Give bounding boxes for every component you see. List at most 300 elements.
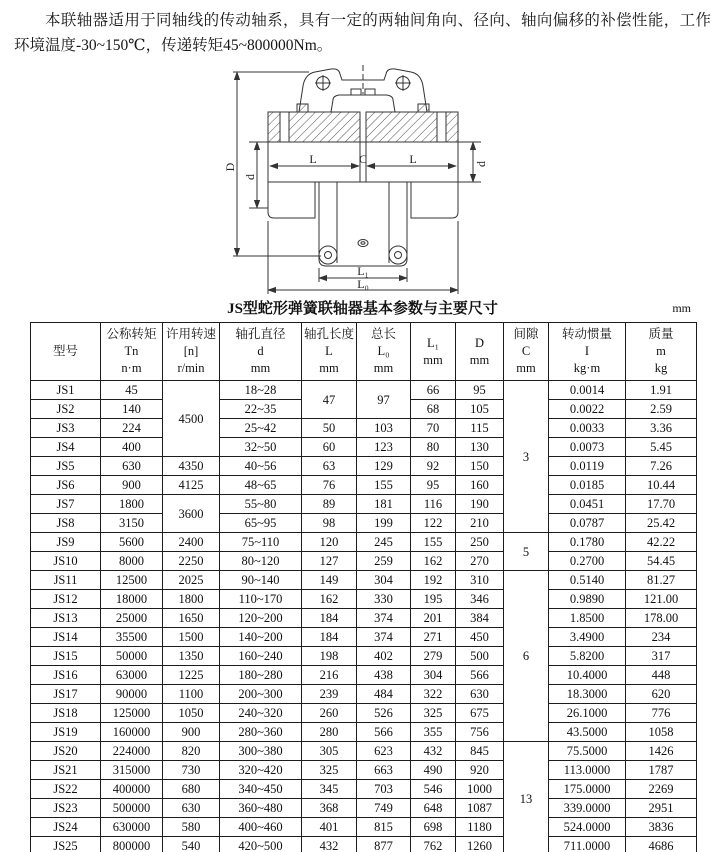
table-cell: 224000 — [101, 742, 163, 761]
table-cell: 280 — [302, 723, 357, 742]
table-cell: 115 — [456, 419, 504, 438]
table-cell: 105 — [456, 400, 504, 419]
table-cell: 675 — [456, 704, 504, 723]
table-cell: 162 — [302, 590, 357, 609]
table-cell: 1350 — [163, 647, 220, 666]
table-cell: 0.0022 — [549, 400, 626, 419]
table-cell: 0.1780 — [549, 533, 626, 552]
table-cell: 140~200 — [220, 628, 302, 647]
table-cell: 95 — [456, 381, 504, 400]
column-header-speed: 许用转速 [n] r/min — [163, 323, 220, 381]
table-cell: 2.59 — [626, 400, 697, 419]
table-cell: 123 — [357, 438, 411, 457]
table-cell: 259 — [357, 552, 411, 571]
table-cell: 43.5000 — [549, 723, 626, 742]
table-cell: 0.5140 — [549, 571, 626, 590]
table-cell: JS3 — [31, 419, 101, 438]
table-cell: 703 — [357, 780, 411, 799]
table-cell: 8000 — [101, 552, 163, 571]
table-cell: JS6 — [31, 476, 101, 495]
table-cell: 877 — [357, 837, 411, 852]
table-row — [31, 457, 697, 476]
table-cell: 1.8500 — [549, 609, 626, 628]
table-cell: 340~450 — [220, 780, 302, 799]
table-cell: 180~280 — [220, 666, 302, 685]
table-cell: 90~140 — [220, 571, 302, 590]
table-cell: 820 — [163, 742, 220, 761]
dim-label-C: C — [358, 152, 367, 166]
table-cell: 0.0451 — [549, 495, 626, 514]
table-cell: 160000 — [101, 723, 163, 742]
table-cell: JS12 — [31, 590, 101, 609]
table-cell: 360~480 — [220, 799, 302, 818]
table-cell: 22~35 — [220, 400, 302, 419]
table-cell: JS15 — [31, 647, 101, 666]
table-cell: 320~420 — [220, 761, 302, 780]
table-cell: 55~80 — [220, 495, 302, 514]
table-body — [31, 381, 697, 852]
table-cell: 0.0033 — [549, 419, 626, 438]
table-cell: 845 — [456, 742, 504, 761]
table-cell: 13 — [504, 742, 549, 852]
header-row — [31, 323, 697, 381]
dim-label-L-left: L — [308, 152, 317, 166]
table-cell: JS24 — [31, 818, 101, 837]
table-cell: 762 — [411, 837, 456, 852]
table-cell: 129 — [357, 457, 411, 476]
table-cell: 12500 — [101, 571, 163, 590]
table-cell: 0.0119 — [549, 457, 626, 476]
table-cell: 122 — [411, 514, 456, 533]
table-cell: 330 — [357, 590, 411, 609]
table-cell: 25.42 — [626, 514, 697, 533]
table-cell: 900 — [163, 723, 220, 742]
table-cell: 4686 — [626, 837, 697, 852]
table-cell: 160 — [456, 476, 504, 495]
table-cell: JS5 — [31, 457, 101, 476]
table-cell: 279 — [411, 647, 456, 666]
table-cell: JS25 — [31, 837, 101, 852]
table-cell: 18~28 — [220, 381, 302, 400]
table-cell: 317 — [626, 647, 697, 666]
table-unit-label: mm — [672, 301, 691, 315]
table-cell: 698 — [411, 818, 456, 837]
column-header-model: 型号 — [31, 323, 101, 381]
table-cell: JS2 — [31, 400, 101, 419]
intro-paragraph: 本联轴器适用于同轴线的传动轴系，具有一定的两轴间角向、径向、轴向偏移的补偿性能，工作环境温度-30~150℃，传递转矩45~800000Nm。 — [14, 12, 711, 54]
table-cell: 900 — [101, 476, 163, 495]
table-cell: 420~500 — [220, 837, 302, 852]
table-cell: 1000 — [456, 780, 504, 799]
table-cell: 490 — [411, 761, 456, 780]
table-cell: 120 — [302, 533, 357, 552]
table-cell: 648 — [411, 799, 456, 818]
table-cell: 304 — [357, 571, 411, 590]
table-row — [31, 514, 697, 533]
table-row — [31, 552, 697, 571]
table-cell: 178.00 — [626, 609, 697, 628]
table-cell: 526 — [357, 704, 411, 723]
table-cell: 400~460 — [220, 818, 302, 837]
table-cell: 1787 — [626, 761, 697, 780]
table-cell: JS23 — [31, 799, 101, 818]
table-cell: 5.45 — [626, 438, 697, 457]
dim-label-L-right: L — [408, 152, 417, 166]
table-cell: 17.70 — [626, 495, 697, 514]
table-row — [31, 799, 697, 818]
table-cell: 121.00 — [626, 590, 697, 609]
table-cell: 540 — [163, 837, 220, 852]
table-cell: 322 — [411, 685, 456, 704]
table-cell: 149 — [302, 571, 357, 590]
table-cell: 374 — [357, 628, 411, 647]
table-cell: 155 — [357, 476, 411, 495]
table-cell: 18.3000 — [549, 685, 626, 704]
table-cell: 90000 — [101, 685, 163, 704]
table-cell: 32~50 — [220, 438, 302, 457]
table-cell: 432 — [411, 742, 456, 761]
table-cell: 0.2700 — [549, 552, 626, 571]
table-cell: 711.0000 — [549, 837, 626, 852]
table-cell: 192 — [411, 571, 456, 590]
table-cell: 1.91 — [626, 381, 697, 400]
table-cell: 216 — [302, 666, 357, 685]
table-title: JS型蛇形弹簧联轴器基本参数与主要尺寸 — [227, 301, 498, 317]
table-cell: 63 — [302, 457, 357, 476]
table-cell: 184 — [302, 628, 357, 647]
table-cell: 35500 — [101, 628, 163, 647]
table-cell: 368 — [302, 799, 357, 818]
table-cell: 1800 — [101, 495, 163, 514]
table-cell: 66 — [411, 381, 456, 400]
table-cell: JS20 — [31, 742, 101, 761]
table-cell: 26.1000 — [549, 704, 626, 723]
table-cell: 3600 — [163, 495, 220, 533]
table-cell: 110~170 — [220, 590, 302, 609]
table-cell: 346 — [456, 590, 504, 609]
table-cell: 339.0000 — [549, 799, 626, 818]
table-row — [31, 609, 697, 628]
table-cell: JS4 — [31, 438, 101, 457]
table-cell: 3836 — [626, 818, 697, 837]
table-cell: 402 — [357, 647, 411, 666]
table-cell: 160~240 — [220, 647, 302, 666]
table-cell: 623 — [357, 742, 411, 761]
table-cell: 81.27 — [626, 571, 697, 590]
table-cell: 25~42 — [220, 419, 302, 438]
table-cell: 125000 — [101, 704, 163, 723]
table-cell: 10.4000 — [549, 666, 626, 685]
table-cell: 0.9890 — [549, 590, 626, 609]
table-cell: 162 — [411, 552, 456, 571]
table-cell: 1650 — [163, 609, 220, 628]
table-cell: 1050 — [163, 704, 220, 723]
table-cell: 630000 — [101, 818, 163, 837]
table-cell: 5.8200 — [549, 647, 626, 666]
table-cell: 210 — [456, 514, 504, 533]
table-cell: 60 — [302, 438, 357, 457]
table-cell: 0.0185 — [549, 476, 626, 495]
table-cell: 566 — [357, 723, 411, 742]
table-row — [31, 780, 697, 799]
table-cell: 2400 — [163, 533, 220, 552]
table-cell: 815 — [357, 818, 411, 837]
table-cell: 5 — [504, 533, 549, 571]
table-cell: 0.0014 — [549, 381, 626, 400]
table-cell: 89 — [302, 495, 357, 514]
table-cell: 2025 — [163, 571, 220, 590]
table-cell: 245 — [357, 533, 411, 552]
table-cell: JS8 — [31, 514, 101, 533]
table-cell: JS16 — [31, 666, 101, 685]
table-cell: 315000 — [101, 761, 163, 780]
table-cell: 45 — [101, 381, 163, 400]
table-cell: 239 — [302, 685, 357, 704]
coupling-drawing — [223, 60, 503, 296]
table-cell: 1426 — [626, 742, 697, 761]
table-cell: 224 — [101, 419, 163, 438]
table-cell: 355 — [411, 723, 456, 742]
table-cell: 75.5000 — [549, 742, 626, 761]
table-cell: 304 — [411, 666, 456, 685]
table-cell: 630 — [456, 685, 504, 704]
table-cell: 184 — [302, 609, 357, 628]
table-row — [31, 571, 697, 590]
table-cell: 776 — [626, 704, 697, 723]
table-cell: 2951 — [626, 799, 697, 818]
table-cell: 1100 — [163, 685, 220, 704]
table-cell: 580 — [163, 818, 220, 837]
table-cell: 1260 — [456, 837, 504, 852]
table-cell: 271 — [411, 628, 456, 647]
table-cell: 620 — [626, 685, 697, 704]
table-cell: 48~65 — [220, 476, 302, 495]
table-cell: 0.0787 — [549, 514, 626, 533]
table-cell: JS19 — [31, 723, 101, 742]
table-cell: 2269 — [626, 780, 697, 799]
table-cell: 401 — [302, 818, 357, 837]
column-header-mass: 质量 m kg — [626, 323, 697, 381]
table-cell: 98 — [302, 514, 357, 533]
table-cell: 450 — [456, 628, 504, 647]
table-cell: 260 — [302, 704, 357, 723]
table-cell: 920 — [456, 761, 504, 780]
table-row — [31, 628, 697, 647]
table-cell: 1225 — [163, 666, 220, 685]
table-row — [31, 438, 697, 457]
column-header-bore-len: 轴孔长度 L mm — [302, 323, 357, 381]
dim-label-D: D — [222, 162, 237, 172]
dim-label-L1: L₁ — [356, 264, 369, 278]
table-cell: 3150 — [101, 514, 163, 533]
table-row — [31, 837, 697, 852]
table-cell: 80~120 — [220, 552, 302, 571]
table-row — [31, 818, 697, 837]
table-cell: 4500 — [163, 381, 220, 457]
table-row — [31, 685, 697, 704]
table-cell: 345 — [302, 780, 357, 799]
table-cell: 97 — [357, 381, 411, 419]
table-cell: 4350 — [163, 457, 220, 476]
table-cell: 127 — [302, 552, 357, 571]
table-cell: 190 — [456, 495, 504, 514]
table-cell: 18000 — [101, 590, 163, 609]
table-cell: JS1 — [31, 381, 101, 400]
dim-label-d-right: d — [473, 161, 488, 167]
table-row — [31, 590, 697, 609]
table-cell: 663 — [357, 761, 411, 780]
table-cell: JS10 — [31, 552, 101, 571]
table-cell: 42.22 — [626, 533, 697, 552]
table-row — [31, 419, 697, 438]
column-header-l1: L₁ mm — [411, 323, 456, 381]
table-cell: 300~380 — [220, 742, 302, 761]
table-cell: 524.0000 — [549, 818, 626, 837]
table-row — [31, 495, 697, 514]
spec-table — [30, 322, 697, 852]
table-cell: 250 — [456, 533, 504, 552]
table-cell: 1800 — [163, 590, 220, 609]
table-cell: 47 — [302, 381, 357, 419]
table-cell: 448 — [626, 666, 697, 685]
table-cell: 65~95 — [220, 514, 302, 533]
table-cell: 630 — [163, 799, 220, 818]
table-cell: 749 — [357, 799, 411, 818]
table-cell: 103 — [357, 419, 411, 438]
table-cell: JS21 — [31, 761, 101, 780]
table-cell: 756 — [456, 723, 504, 742]
table-cell: 1500 — [163, 628, 220, 647]
table-cell: JS18 — [31, 704, 101, 723]
table-row — [31, 666, 697, 685]
table-row — [31, 704, 697, 723]
column-header-gap: 间隙 C mm — [504, 323, 549, 381]
table-cell: 1058 — [626, 723, 697, 742]
table-cell: 54.45 — [626, 552, 697, 571]
table-cell: 800000 — [101, 837, 163, 852]
table-row — [31, 381, 697, 400]
table-cell: 270 — [456, 552, 504, 571]
table-row — [31, 476, 697, 495]
column-header-total-len: 总长 L₀ mm — [357, 323, 411, 381]
table-cell: 130 — [456, 438, 504, 457]
table-row — [31, 533, 697, 552]
table-cell: 3 — [504, 381, 549, 533]
table-cell: 374 — [357, 609, 411, 628]
table-cell: 200~300 — [220, 685, 302, 704]
table-cell: 150 — [456, 457, 504, 476]
table-cell: JS9 — [31, 533, 101, 552]
table-cell: 181 — [357, 495, 411, 514]
table-cell: 40~56 — [220, 457, 302, 476]
table-cell: 116 — [411, 495, 456, 514]
table-cell: 305 — [302, 742, 357, 761]
table-cell: 6 — [504, 571, 549, 742]
coupling-figure — [223, 60, 503, 296]
column-header-torque: 公称转矩 Tn n·m — [101, 323, 163, 381]
table-title-row — [0, 299, 725, 319]
table-cell: 5600 — [101, 533, 163, 552]
table-row — [31, 647, 697, 666]
table-cell: 199 — [357, 514, 411, 533]
table-cell: JS13 — [31, 609, 101, 628]
table-cell: 70 — [411, 419, 456, 438]
table-cell: 175.0000 — [549, 780, 626, 799]
table-cell: 325 — [411, 704, 456, 723]
table-cell: 432 — [302, 837, 357, 852]
table-cell: JS14 — [31, 628, 101, 647]
table-row — [31, 761, 697, 780]
column-header-d-outer: D mm — [456, 323, 504, 381]
table-cell: 80 — [411, 438, 456, 457]
table-cell: 240~320 — [220, 704, 302, 723]
table-cell: 95 — [411, 476, 456, 495]
table-cell: 484 — [357, 685, 411, 704]
table-cell: 280~360 — [220, 723, 302, 742]
table-row — [31, 723, 697, 742]
column-header-inertia: 转动惯量 I kg·m — [549, 323, 626, 381]
table-cell: 234 — [626, 628, 697, 647]
table-cell: 400000 — [101, 780, 163, 799]
table-row — [31, 742, 697, 761]
table-cell: 25000 — [101, 609, 163, 628]
table-cell: 50 — [302, 419, 357, 438]
table-cell: 4125 — [163, 476, 220, 495]
table-cell: JS11 — [31, 571, 101, 590]
column-header-bore-dia: 轴孔直径 d mm — [220, 323, 302, 381]
table-cell: 68 — [411, 400, 456, 419]
table-cell: JS22 — [31, 780, 101, 799]
table-cell: 140 — [101, 400, 163, 419]
table-cell: 201 — [411, 609, 456, 628]
table-cell: 384 — [456, 609, 504, 628]
table-cell: 50000 — [101, 647, 163, 666]
table-cell: 500000 — [101, 799, 163, 818]
table-cell: 75~110 — [220, 533, 302, 552]
table-cell: JS7 — [31, 495, 101, 514]
table-cell: 2250 — [163, 552, 220, 571]
table-cell: 155 — [411, 533, 456, 552]
table-cell: 566 — [456, 666, 504, 685]
coupling-geometry — [233, 65, 481, 294]
table-cell: 10.44 — [626, 476, 697, 495]
dim-label-d-left: d — [242, 174, 257, 180]
table-cell: 438 — [357, 666, 411, 685]
table-cell: 198 — [302, 647, 357, 666]
table-cell: 730 — [163, 761, 220, 780]
table-cell: 113.0000 — [549, 761, 626, 780]
dim-label-L0: L₀ — [356, 277, 369, 291]
table-cell: 92 — [411, 457, 456, 476]
table-cell: 3.4900 — [549, 628, 626, 647]
table-cell: 500 — [456, 647, 504, 666]
table-cell: 1087 — [456, 799, 504, 818]
table-cell: 546 — [411, 780, 456, 799]
table-cell: 325 — [302, 761, 357, 780]
table-cell: 120~200 — [220, 609, 302, 628]
table-cell: 0.0073 — [549, 438, 626, 457]
table-cell: 195 — [411, 590, 456, 609]
table-cell: 76 — [302, 476, 357, 495]
table-cell: JS17 — [31, 685, 101, 704]
table-cell: 630 — [101, 457, 163, 476]
table-cell: 3.36 — [626, 419, 697, 438]
table-cell: 7.26 — [626, 457, 697, 476]
table-cell: 680 — [163, 780, 220, 799]
table-cell: 400 — [101, 438, 163, 457]
table-cell: 1180 — [456, 818, 504, 837]
table-cell: 63000 — [101, 666, 163, 685]
